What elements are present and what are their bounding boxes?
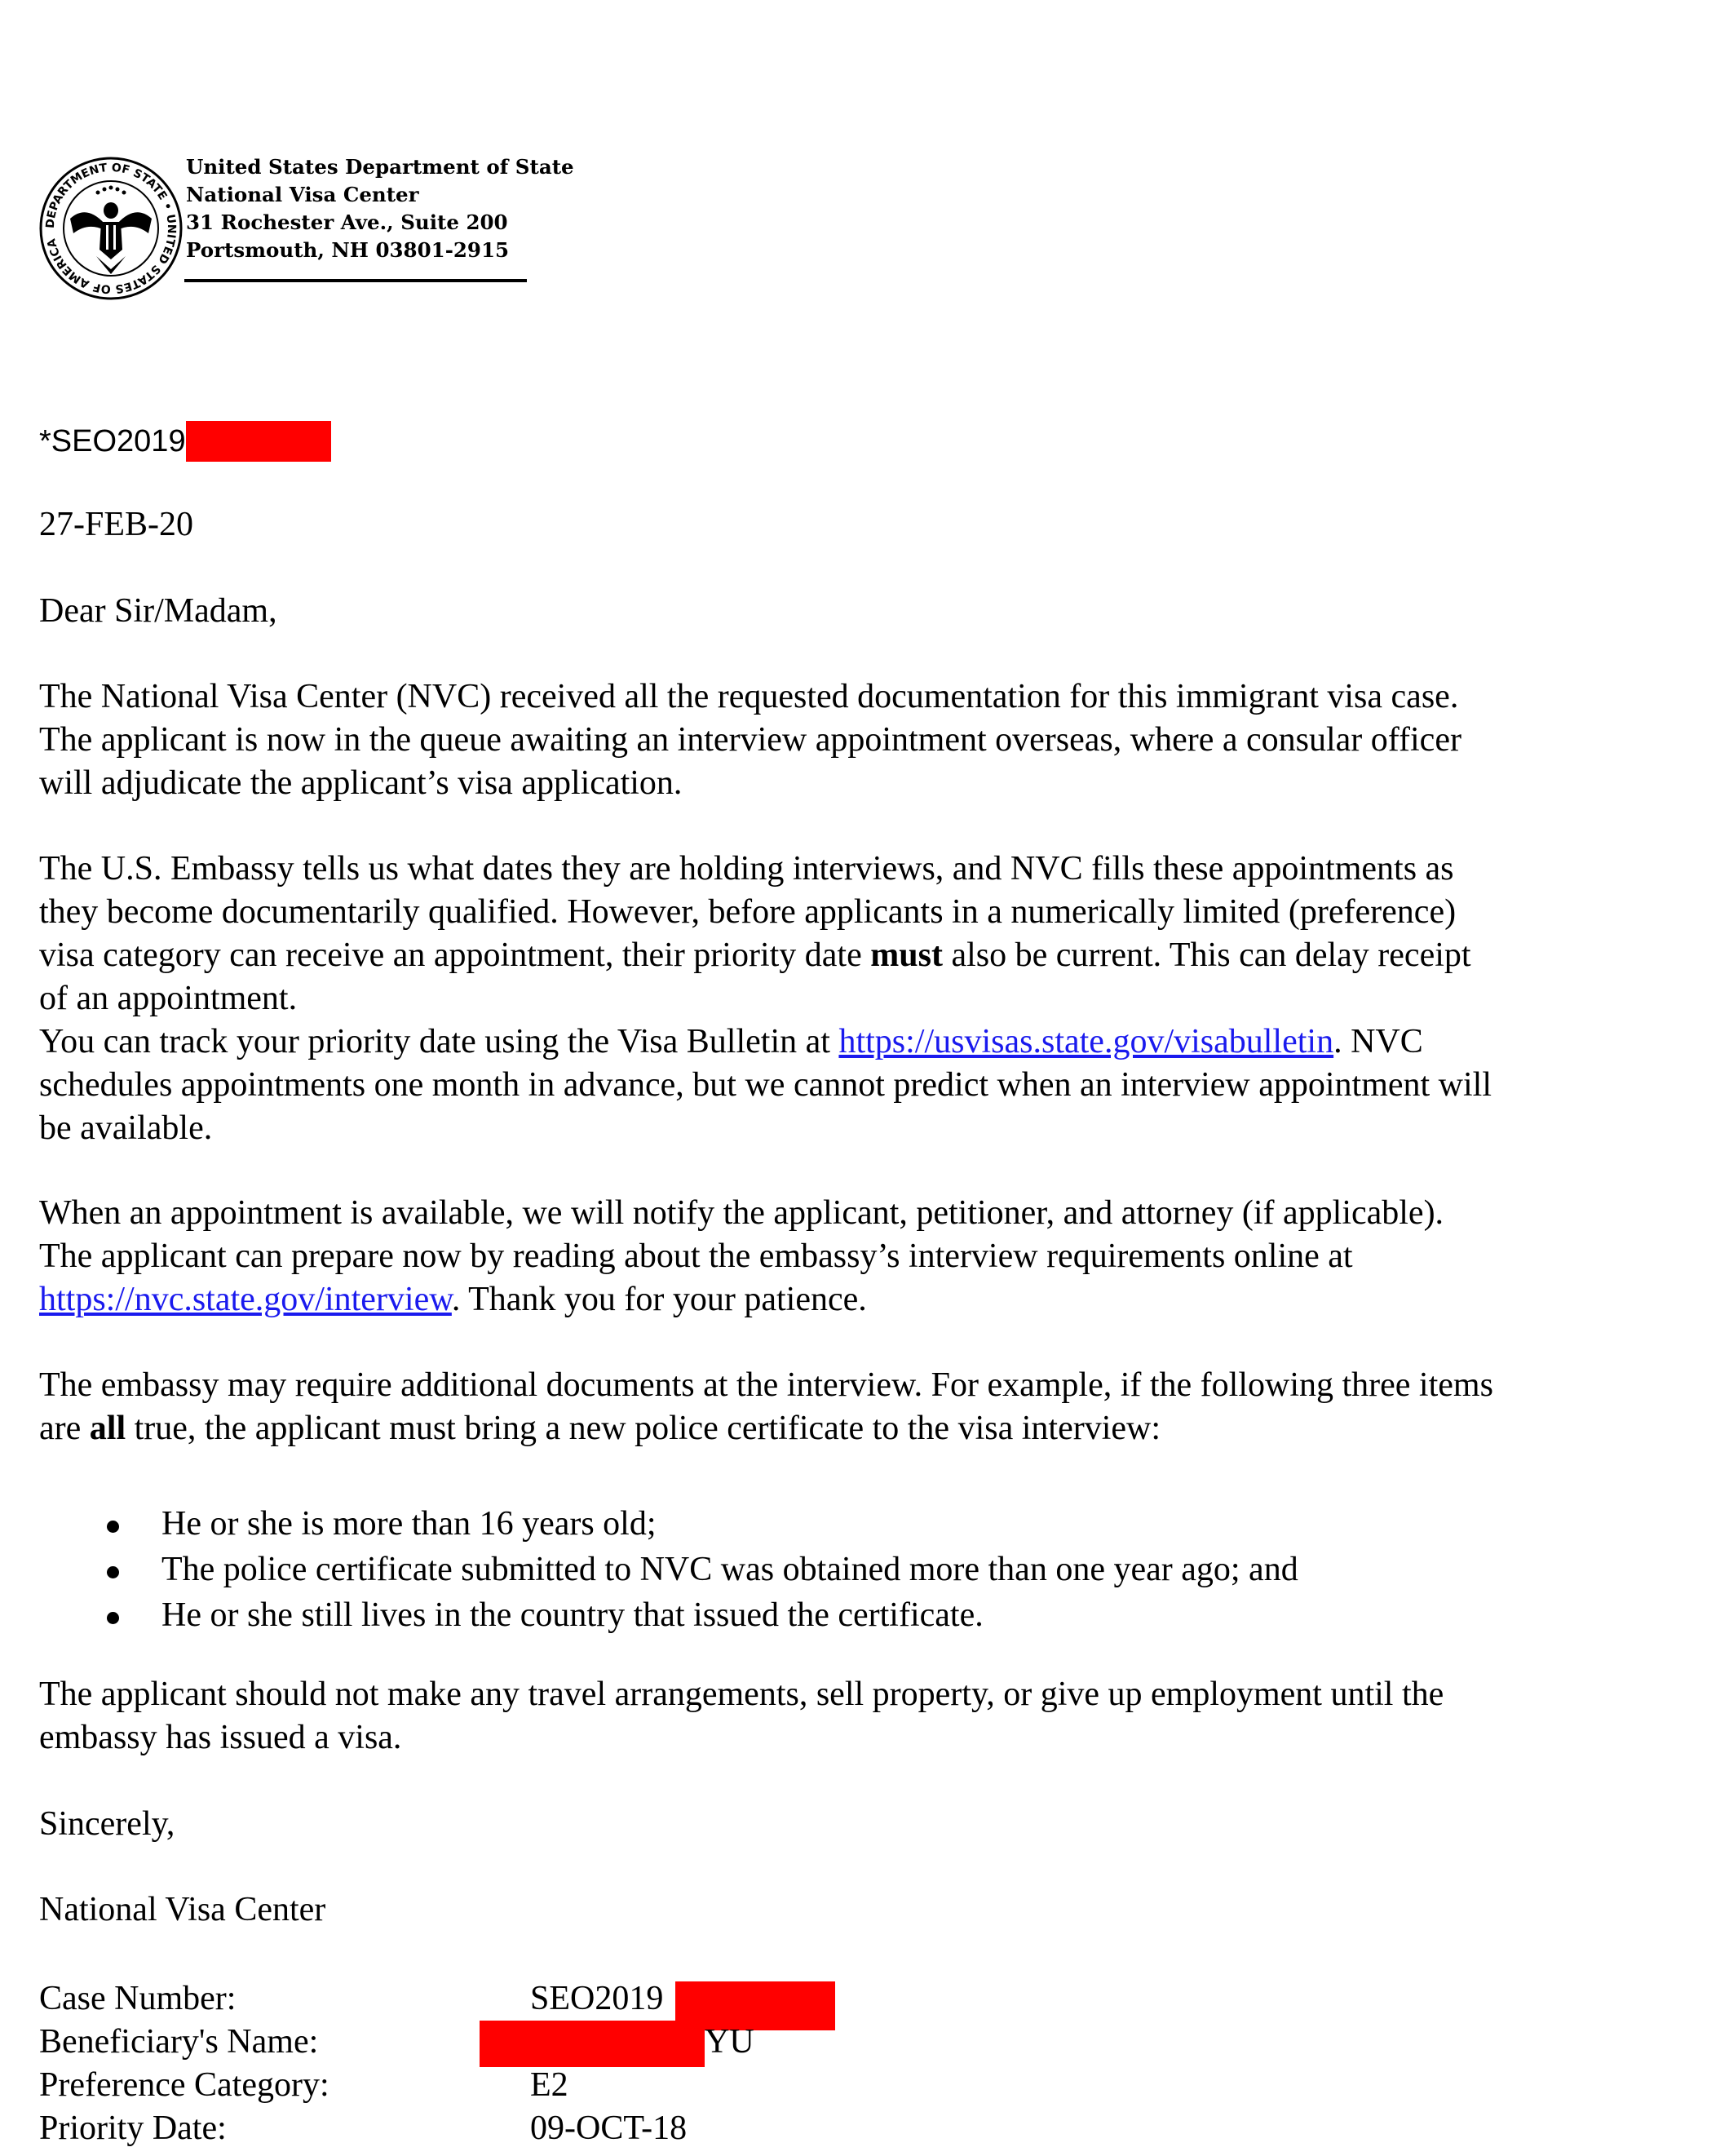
letterhead-line-4: Portsmouth, NH 03801-2915 — [186, 238, 510, 262]
signature — [39, 1888, 325, 1932]
bullet-icon — [107, 1566, 119, 1578]
case-number-value: SEO2019 — [530, 1980, 664, 2017]
reference-number — [39, 421, 331, 462]
p1-line: will adjudicate the applicant’s visa application. — [39, 764, 683, 802]
nvc-interview-link[interactable]: https://nvc.state.gov/interview — [39, 1281, 452, 1318]
p4-text: are — [39, 1410, 90, 1447]
letterhead-line-2: National Visa Center — [186, 183, 419, 206]
p1-line: The National Visa Center (NVC) received all the requested documentation for this immigrant visa case. — [39, 678, 1459, 715]
p2-line: of an appointment. — [39, 980, 298, 1017]
emphasis-all: all — [89, 1410, 126, 1447]
p2-text: visa category can receive an appointment, their priority date — [39, 936, 871, 974]
p2-line — [39, 934, 1492, 977]
p3-line — [39, 1278, 1444, 1321]
reference-text: *SEO2019 — [39, 424, 186, 458]
p4-text: true, the applicant must bring a new police certificate to the visa interview: — [126, 1410, 1161, 1447]
seal-ring-text: DEPARTMENT OF STATE • UNITED STATES OF AMERICA — [43, 161, 179, 296]
p2-line: schedules appointments one month in advance, but we cannot predict when an interview appointment will — [39, 1066, 1492, 1104]
paragraph-3 — [39, 1192, 1444, 1321]
beneficiary-value: YU — [705, 2023, 754, 2061]
bullet-icon — [107, 1521, 119, 1533]
p2-line: they become documentarily qualified. However, before applicants in a numerically limited (preference) — [39, 893, 1457, 931]
salutation-text: Dear Sir/Madam, — [39, 592, 277, 630]
p3-line: When an appointment is available, we will notify the applicant, petitioner, and attorney (if applicable). — [39, 1194, 1444, 1232]
p5-line: The applicant should not make any travel arrangements, sell property, or give up employment until the — [39, 1676, 1444, 1713]
p2-text: . NVC — [1333, 1023, 1423, 1060]
visa-bulletin-link[interactable]: https://usvisas.state.gov/visabulletin — [838, 1023, 1334, 1060]
paragraph-1 — [39, 675, 1461, 805]
list-item-text: He or she is more than 16 years old; — [161, 1505, 657, 1543]
redaction-box — [186, 421, 331, 462]
p1-line: The applicant is now in the queue awaiting an interview appointment overseas, where a consular officer — [39, 721, 1461, 759]
closing-text: Sincerely, — [39, 1805, 175, 1843]
p2-line: be available. — [39, 1109, 213, 1147]
p2-line: The U.S. Embassy tells us what dates they are holding interviews, and NVC fills these appointments as — [39, 850, 1454, 888]
paragraph-5 — [39, 1673, 1444, 1760]
priority-date-value: 09-OCT-18 — [530, 2110, 688, 2147]
preference-label: Preference Category: — [39, 2066, 329, 2104]
case-number-label: Case Number: — [39, 1980, 237, 2017]
signature-text: National Visa Center — [39, 1891, 326, 1928]
bullet-icon — [107, 1612, 119, 1624]
department-of-state-seal-icon — [38, 155, 184, 302]
letterhead-address — [186, 153, 574, 264]
list-item — [39, 1501, 1298, 1547]
letterhead-line-1: United States Department of State — [186, 155, 574, 179]
list-item-text: The police certificate submitted to NVC was obtained more than one year ago; and — [161, 1551, 1298, 1588]
beneficiary-label: Beneficiary's Name: — [39, 2023, 319, 2061]
redaction-box — [480, 2021, 705, 2067]
p3-text: . Thank you for your patience. — [451, 1281, 867, 1318]
requirements-list — [39, 1501, 1298, 1638]
date-text: 27-FEB-20 — [39, 506, 193, 543]
letterhead-line-3: 31 Rochester Ave., Suite 200 — [186, 210, 508, 234]
list-item — [39, 1592, 1298, 1638]
paragraph-2 — [39, 848, 1492, 1150]
p2-text: also be current. This can delay receipt — [942, 936, 1471, 974]
letterhead-divider — [184, 279, 527, 282]
preference-value: E2 — [530, 2066, 568, 2104]
list-item-text: He or she still lives in the country that issued the certificate. — [161, 1596, 984, 1634]
salutation — [39, 590, 277, 633]
paragraph-4 — [39, 1364, 1493, 1450]
p4-line — [39, 1407, 1493, 1450]
list-item — [39, 1547, 1298, 1592]
p3-line: The applicant can prepare now by reading about the embassy’s interview requirements online at — [39, 1237, 1353, 1275]
p2-line — [39, 1020, 1492, 1064]
closing — [39, 1803, 175, 1846]
p2-text: You can track your priority date using the Visa Bulletin at — [39, 1023, 839, 1060]
p5-line: embassy has issued a visa. — [39, 1719, 402, 1756]
priority-date-label: Priority Date: — [39, 2110, 227, 2147]
emphasis-must: must — [870, 936, 943, 974]
p4-line: The embassy may require additional documents at the interview. For example, if the following three items — [39, 1366, 1493, 1404]
letter-date — [39, 503, 193, 547]
